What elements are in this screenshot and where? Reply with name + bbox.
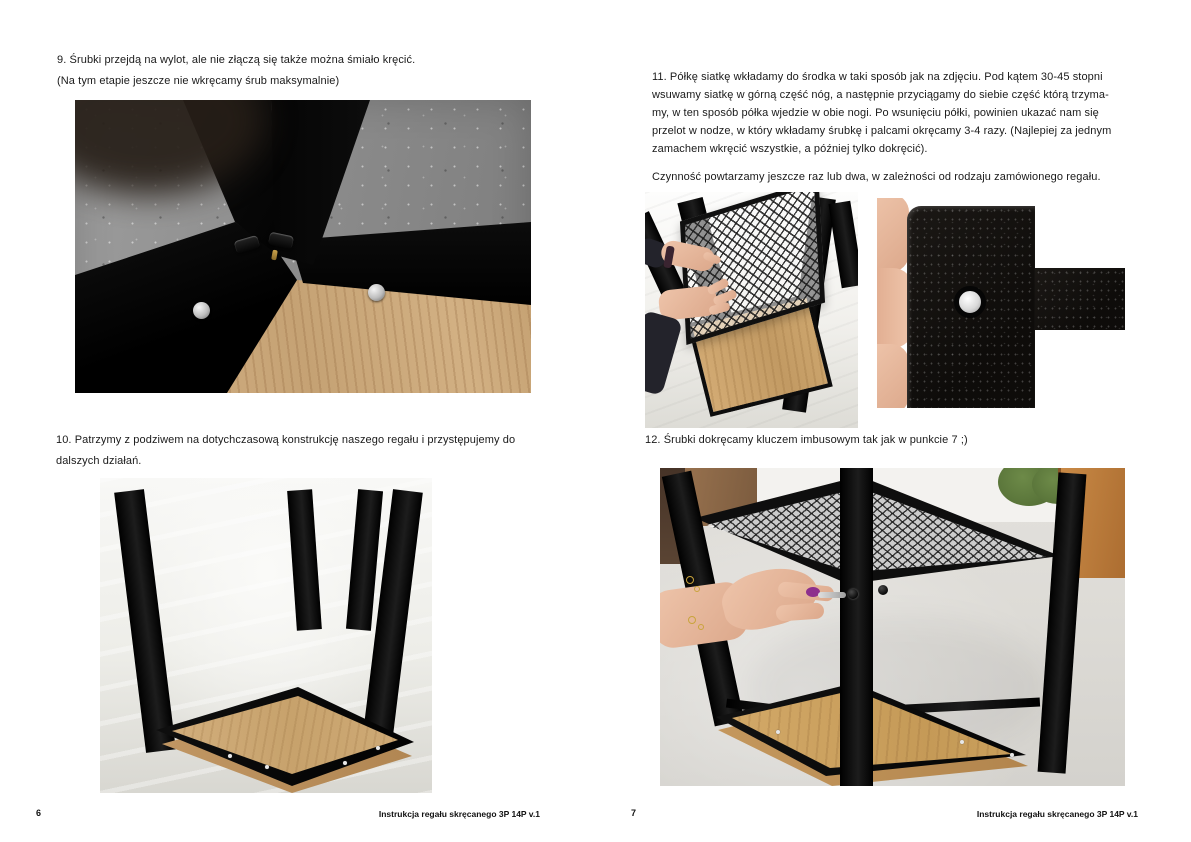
screw-head [848,589,858,599]
step-11-line-5: zamachem wkręcić wszystkie, a później tylko dokręcić). [652,143,928,155]
step-9-line-1: 9. Śrubki przejdą na wylot, ale nie złączą się także można śmiało kręcić. [57,54,416,66]
bracelet-charm [686,576,694,584]
step-12-text: 12. Śrubki dokręcamy kluczem imbusowym tak jak w punkcie 7 ;) [645,434,968,446]
screw-dot [265,765,269,769]
step-11-note: Czynność powtarzamy jeszcze raz lub dwa, w zależności od rodzaju zamówionego regału. [652,171,1101,183]
silver-screw-right [368,284,385,301]
step-10-text [56,430,515,472]
thumb [776,602,825,621]
frame-leg [828,201,858,288]
bracelet-link [694,586,700,592]
screw-dot [228,754,232,758]
frame-leg-center [840,468,873,786]
metal-crossbar [1035,268,1125,330]
photo-step12-tightening-screw [660,468,1125,786]
footer-title-right: Instrukcja regału skręcanego 3P 14P v.1 [976,809,1138,819]
step-11-text [652,68,1111,158]
step-11-line-2: wsuwamy siatkę w górną część nóg, a następnie przyciągamy do siebie część którą trzyma- [652,89,1109,101]
photo-step11-inserting-mesh [645,192,858,428]
screw-dot [343,761,347,765]
frame-leg [287,489,322,630]
step-11-line-1: 11. Półkę siatkę wkładamy do środka w taki sposób jak na zdjęciu. Pod kątem 30-45 stopni [652,71,1103,83]
bracelet-link [698,624,704,630]
screw-dot [376,746,380,750]
photo-step9-corner-joint [75,100,531,393]
frame-leg [114,489,176,753]
sleeve [645,310,683,396]
step-10-line-1: 10. Patrzymy z podziwem na dotychczasową konstrukcję naszego regału i przystępujemy do [56,434,516,446]
finger [877,198,909,272]
step-9-text [57,50,415,92]
step-9-line-2: (Na tym etapie jeszcze nie wkręcamy śrub maksymalnie) [57,75,340,87]
screw-head [878,585,888,595]
screw-bit [818,592,846,598]
finger [877,344,909,408]
page-number-left: 6 [36,808,42,818]
screw-dot [1010,753,1014,757]
photo-step10-frame-on-foam [100,478,432,793]
page-number-right: 7 [631,808,637,818]
screw-dot [960,740,964,744]
footer-title-left: Instrukcja regału skręcanego 3P 14P v.1 [378,809,540,819]
photo-step11-hole-closeup [877,198,1125,408]
step-10-line-2: dalszych działań. [56,455,142,467]
screw-hole [954,286,986,318]
step-11-line-3: my, w ten sposób półka wjedzie w obie nogi. Po wsunięciu półki, powinien ukazać nam się [652,107,1099,119]
screw-dot [776,730,780,734]
bracelet-charm [688,616,696,624]
silver-screw-left [193,302,210,319]
step-11-line-4: przelot w nodze, w który wkładamy śrubkę i palcami okręcamy 3-4 razy. (Najlepiej za jednym [652,125,1112,137]
